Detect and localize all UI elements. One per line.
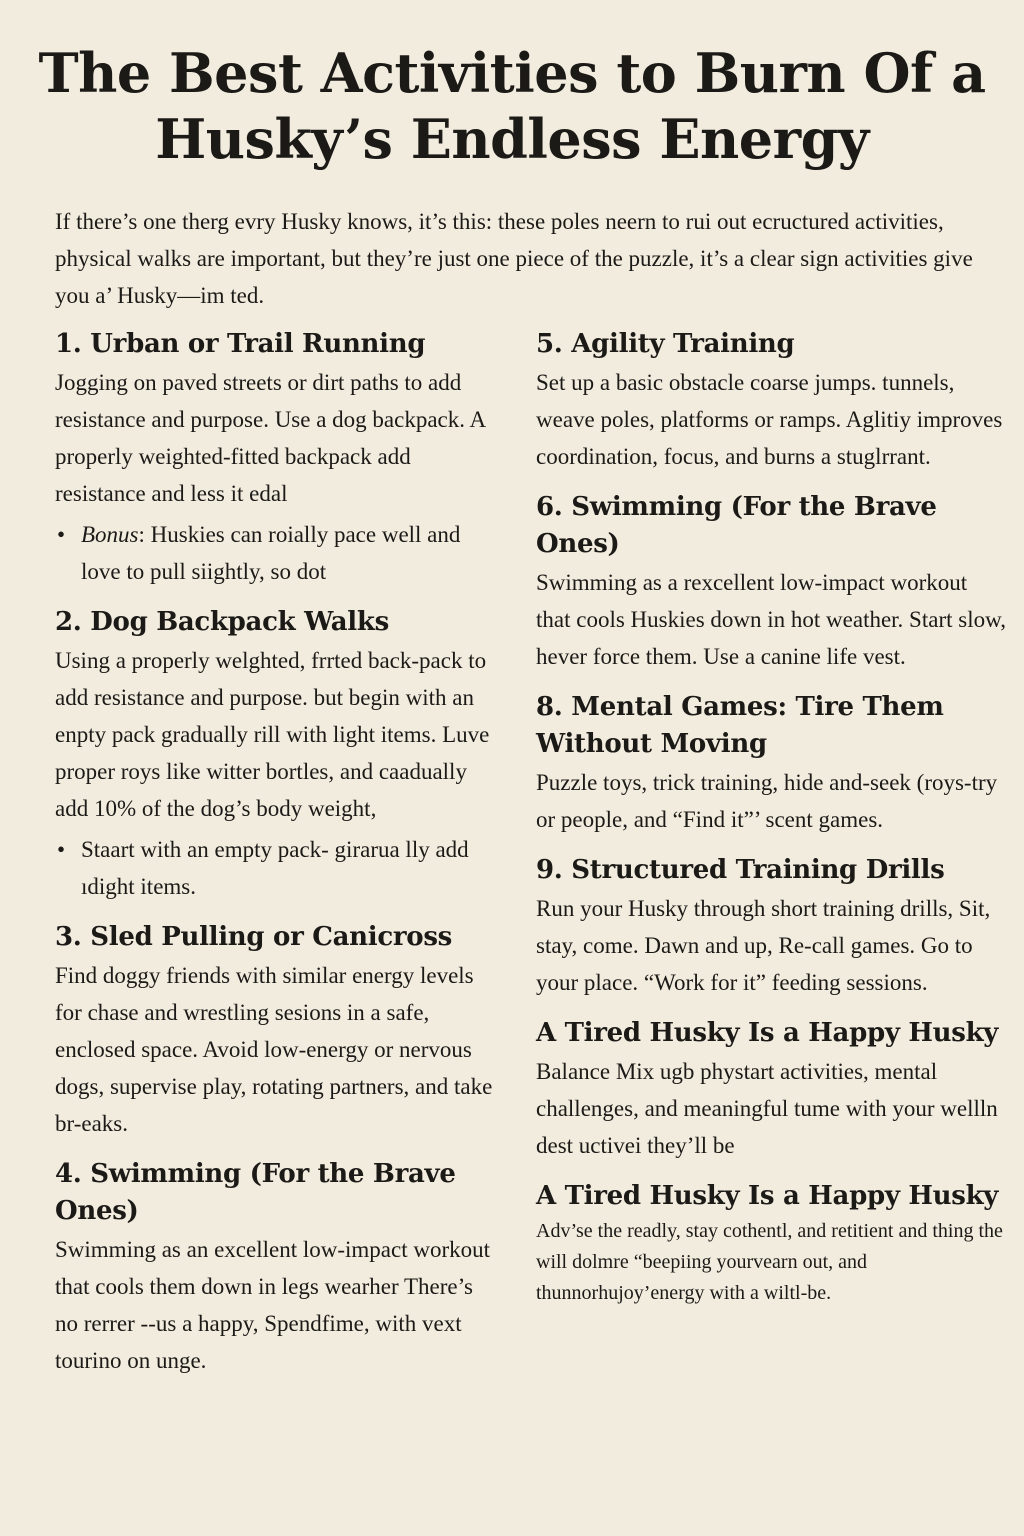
bullet-item — [55, 831, 495, 905]
section-training-drills — [536, 852, 1006, 1001]
left-column — [55, 326, 495, 1393]
section-body: Set up a basic obstacle coarse jumps. tunnels, weave poles, platforms or ramps. Aglitiy improves coordination, focus, and burns a stuglrrant. — [536, 370, 1003, 469]
section-swimming-right — [536, 489, 1006, 675]
section-heading: 3. Sled Pulling or Canicross — [55, 922, 452, 952]
section-heading: 1. Urban or Trail Running — [55, 329, 426, 359]
page-title: The Best Activities to Burn Of a Husky’s Endless Energy — [38, 41, 986, 171]
section-body: Run your Husky through short training drills, Sit, stay, come. Dawn and up, Re-call games. Go to your place. “Work for it” feeding sessions. — [536, 896, 991, 995]
section-mental-games — [536, 689, 1006, 838]
bullet-lead: Bonus — [81, 522, 139, 547]
section-heading: 5. Agility Training — [536, 329, 795, 359]
section-body: Swimming as an excellent low-impact workout that cools them down in legs wearher There’s no rerrer --us a happy, Spendfime, with vext tourino on unge. — [55, 1237, 490, 1373]
section-heading: 8. Mental Games: Tire Them Without Moving — [536, 692, 944, 759]
section-body: Swimming as a rexcellent low-impact workout that cools Huskies down in hot weather. Start slow, hever force them. Use a canine life vest. — [536, 570, 1006, 669]
section-heading: A Tired Husky Is a Happy Husky — [536, 1018, 999, 1048]
bullet-icon: • — [57, 522, 66, 547]
section-body: Jogging on paved streets or dirt paths to add resistance and purpose. Use a dog backpack. A properly weighted-fitted backpack add resistance and less it edal — [55, 370, 485, 506]
intro-paragraph: If there’s one therg evry Husky knows, it’s this: these poles neern to rui out ecructured activities, physical walks are important, but they’re just one piece of the puzzle, it’s a clear sign activities give you a’ Husky—im ted. — [55, 209, 973, 308]
section-tired-husky-1 — [536, 1015, 1006, 1164]
right-column — [536, 326, 1006, 1323]
bullet-text: : Huskies can roially pace well and love to pull siightly, so dot — [81, 522, 461, 584]
section-body: Balance Mix ugb phystart activities, mental challenges, and meaningful tume with your wellln dest uctivei they’ll be — [536, 1059, 998, 1158]
section-sled-pulling — [55, 919, 495, 1142]
section-heading: 2. Dog Backpack Walks — [55, 607, 389, 637]
bullet-text: Staart with an empty pack- girarua lly add ıdight items. — [81, 837, 469, 899]
section-body: Find doggy friends with similar energy levels for chase and wrestling sesions in a safe, enclosed space. Avoid low-energy or nervous dogs, supervise play, rotating partners, and take br-eaks. — [55, 963, 493, 1136]
section-body: Adv’se the readly, stay cothentl, and retitient and thing the will dolmre “beepiing yourvearn out, and thunnorhujoy’energy with a wiltl-be. — [536, 1220, 1003, 1304]
section-heading: A Tired Husky Is a Happy Husky — [536, 1181, 999, 1211]
section-tired-husky-2 — [536, 1178, 1006, 1309]
section-agility — [536, 326, 1006, 475]
section-urban-running — [55, 326, 495, 590]
section-body: Puzzle toys, trick training, hide and-seek (roys-try or people, and “Find it”’ scent games. — [536, 770, 998, 832]
bullet-icon: • — [57, 837, 66, 862]
section-heading: 6. Swimming (For the Brave Ones) — [536, 492, 937, 559]
section-backpack-walks — [55, 604, 495, 905]
section-heading: 9. Structured Training Drills — [536, 855, 945, 885]
bullet-item — [55, 516, 495, 590]
section-swimming-left — [55, 1156, 495, 1379]
section-heading: 4. Swimming (For the Brave Ones) — [55, 1159, 456, 1226]
section-body: Using a properly welghted, frrted back-pack to add resistance and purpose. but begin with an enpty pack gradually rill with light items. Luve proper roys like witter bortles, and caadually add 10% of the dog’s body weight, — [55, 648, 490, 821]
